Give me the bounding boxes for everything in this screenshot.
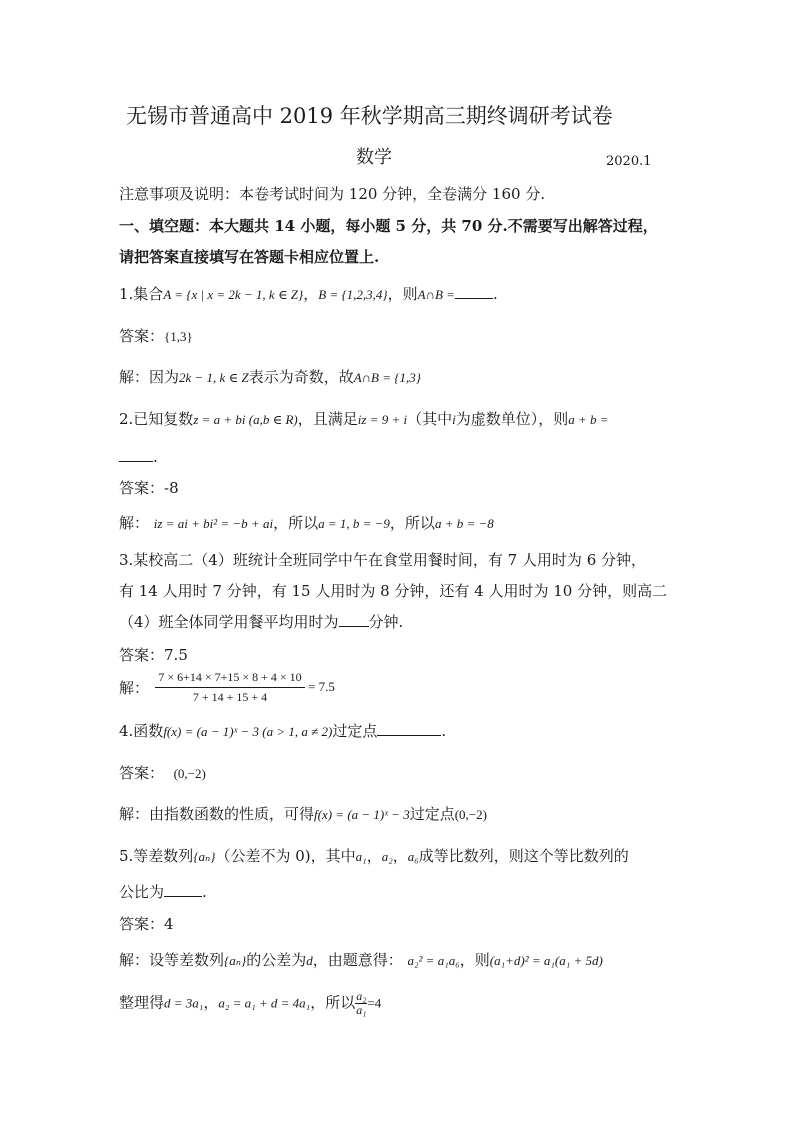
q3-answer (119, 645, 188, 665)
q1-sol-label: 解：因为 (119, 368, 180, 386)
q1-set-a: A = {x | x = 2k − 1, k ∈ Z} (163, 287, 304, 302)
question-5-line2 (119, 882, 207, 902)
q1-prefix: 1.集合 (119, 285, 164, 303)
q5-sol-expr2: a₂² = a₁a₆ (407, 953, 460, 968)
q4-sol-expr: f(x) = (a − 1)ˣ − 3 (314, 807, 410, 822)
q2-sol-text1: ，所以 (273, 514, 319, 532)
q4-sol-expr2: (0,−2) (454, 807, 487, 822)
q5-sol-text2: 的公差为 (246, 951, 307, 969)
q4-expr: f(x) = (a − 1)ˣ − 3 (a > 1, a ≠ 2) (163, 724, 333, 739)
q2-sol-expr2: a = 1, b = −9 (318, 516, 390, 531)
q1-expr: A∩B = (417, 287, 455, 302)
exam-date: 2020.1 (606, 154, 652, 169)
q5-a2: a₂ (381, 849, 393, 864)
q3-answer-label: 答案： (119, 646, 165, 664)
q2-solution (119, 513, 494, 534)
question-1 (119, 284, 498, 305)
q3-answer-blank (339, 612, 369, 627)
q1-set-b: B = {1,2,3,4} (318, 287, 388, 302)
q3-numerator: 7 × 6+14 × 7+15 × 8 + 4 × 10 (158, 670, 302, 684)
section-heading-line1: 一、填空题：本大题共 14 小题，每小题 5 分，共 70 分.不需要写出解答过程， (119, 217, 658, 235)
q4-answer (119, 763, 206, 784)
q3-solution-label: 解： (119, 679, 150, 697)
question-4 (119, 721, 446, 742)
question-2 (119, 409, 609, 430)
q5-comma1: ， (366, 847, 382, 865)
q4-answer-value: (0,−2) (173, 766, 206, 781)
q5-line2a: 公比为 (119, 883, 165, 901)
notice-text: 注意事项及说明：本卷考试时间为 120 分钟，全卷满分 160 分. (119, 185, 546, 203)
q4-answer-label: 答案： (119, 764, 165, 782)
q5-line2b: . (202, 883, 207, 901)
q4-sol-text2: 过定点 (409, 805, 455, 823)
section-heading-line2: 请把答案直接填写在答题卡相应位置上. (119, 248, 380, 266)
q5-line3-expr2: a₂ = a₁ + d = 4a₁ (218, 995, 311, 1011)
q5-a6: a₆ (407, 849, 419, 864)
q2-answer-blank (119, 447, 153, 462)
q5-sol-text3: ，由题意得： (312, 951, 403, 969)
q3-answer-value: 7.5 (164, 646, 188, 664)
q2-expr1: z = a + bi (a,b ∈ R) (193, 412, 298, 427)
q2-sol-expr3: a + b = −8 (434, 516, 494, 531)
q1-sol-expr1: 2k − 1, k ∈ Z (179, 370, 249, 385)
question-3-line3 (119, 612, 403, 632)
q5-ratio-fraction (355, 990, 367, 1017)
q5-line3-text2: ，所以 (310, 993, 356, 1012)
q4-sol-text: 解：由指数函数的性质，可得 (119, 805, 315, 823)
q5-line3-comma: ， (203, 993, 219, 1012)
q4-end: . (441, 722, 447, 740)
q2-expr2: iz = 9 + i (357, 412, 408, 427)
question-5 (119, 846, 629, 867)
q3-result: = 7.5 (308, 679, 335, 694)
q1-mid: ，则 (387, 285, 418, 303)
q2-prefix: 2.已知复数 (119, 410, 194, 428)
q2-text1: ，且满足 (297, 410, 358, 428)
q5-solution-line2 (119, 990, 381, 1017)
subject-label: 数学 (356, 147, 392, 168)
q5-line3-expr1: d = 3a₁ (164, 995, 204, 1011)
q1-sol-text: 表示为奇数，故 (248, 368, 354, 386)
q5-sol-expr1: {aₙ} (224, 953, 247, 968)
q2-end: . (153, 448, 158, 466)
question-2-line2 (119, 447, 158, 467)
q5-sol-expr3: (a₁+d)² = a₁(a₁ + 5d) (489, 953, 603, 968)
q1-answer (119, 326, 193, 347)
q4-text: 过定点 (332, 722, 378, 740)
q2-text2: （其中 (407, 410, 453, 428)
q5-expr1: {aₙ} (193, 849, 216, 864)
q4-answer-blank (377, 721, 441, 736)
q5-answer-value: 4 (164, 915, 174, 933)
question-3-line2: 有 14 人用时 7 分钟，有 15 人用时为 8 分钟，还有 4 人用时为 10 分钟，则高二 (119, 582, 668, 600)
q2-expr3: i (452, 412, 456, 427)
q5-answer-label: 答案： (119, 915, 165, 933)
q3-line3a: （4）班全体同学用餐平均用时为 (119, 613, 339, 631)
q5-answer (119, 914, 174, 934)
q5-a1: a₁ (355, 849, 367, 864)
exam-title: 无锡市普通高中 2019 年秋学期高三期终调研考试卷 (126, 104, 613, 128)
q2-sol-label: 解： (119, 514, 150, 532)
q5-solution (119, 950, 603, 971)
q2-sol-text2: ，所以 (389, 514, 435, 532)
q2-answer-value: -8 (164, 479, 179, 497)
q3-line3b: 分钟. (368, 613, 404, 631)
q2-expr4: a + b = (568, 412, 609, 427)
q5-frac-num: a₂ (356, 989, 367, 1003)
q5-comma2: ， (392, 847, 408, 865)
q2-sol-expr1: iz = ai + bi² = −b + ai (153, 516, 274, 531)
q1-solution (119, 367, 421, 388)
q3-fraction-bar (155, 687, 305, 688)
q5-text1: （公差不为 0)，其中 (215, 847, 356, 865)
q5-sol-text1: 解：设等差数列 (119, 951, 225, 969)
q1-end: . (492, 285, 498, 303)
q5-answer-blank (164, 882, 202, 897)
q5-sol-d: d (306, 953, 313, 968)
q5-frac-den: a₁ (356, 1003, 367, 1017)
q2-answer-label: 答案： (119, 479, 165, 497)
q2-answer (119, 478, 179, 498)
q4-solution (119, 804, 487, 825)
q1-answer-blank (455, 284, 493, 299)
q1-sol-expr2: A∩B = {1,3} (353, 370, 421, 385)
question-3-line1: 3.某校高二（4）班统计全班同学中午在食堂用餐时间，有 7 人用时为 6 分钟， (119, 551, 647, 569)
q5-sol-text4: ，则 (459, 951, 490, 969)
q3-denominator: 7 + 14 + 15 + 4 (192, 690, 268, 704)
q4-prefix: 4.函数 (119, 722, 164, 740)
q1-sep: ， (303, 285, 319, 303)
q5-prefix: 5.等差数列 (119, 847, 194, 865)
q5-line3-result: =4 (367, 995, 382, 1011)
q1-answer-label: 答案： (119, 327, 165, 345)
q5-text2: 成等比数列，则这个等比数列的 (418, 847, 629, 865)
q5-line3-text: 整理得 (119, 993, 165, 1012)
q2-text3: 为虚数单位），则 (455, 410, 569, 428)
q1-answer-value: {1,3} (164, 329, 193, 344)
